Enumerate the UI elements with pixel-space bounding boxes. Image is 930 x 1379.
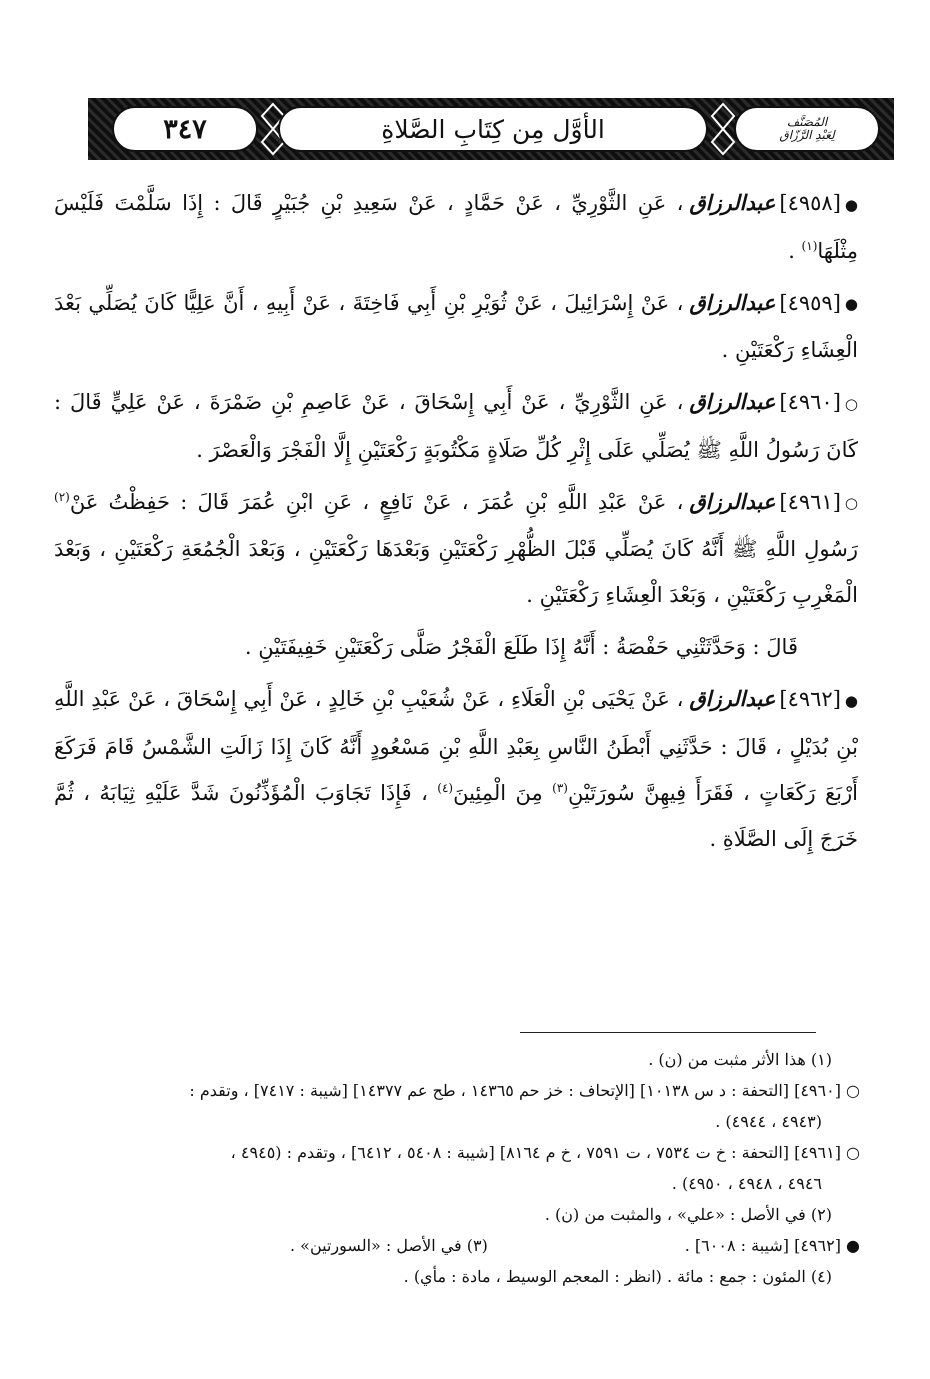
hadith-number: [٤٩٥٩] [779, 290, 841, 315]
hadith-text: ، عَنْ إِسْرَائِيلَ ، عَنْ ثُوَيْرِ بْنِ أَبِي فَاخِتَةَ ، عَنْ أَبِيهِ ، أَنَّ عَلِيًّا كَانَ يُصَلِّي بَعْدَ الْعِشَاءِ رَكْعَتَيْنِ . [54, 290, 858, 362]
hadith-number: [٤٩٦٠] [779, 390, 841, 414]
page-header [88, 98, 894, 160]
narrator-name: عبدالرزاق [689, 389, 776, 414]
footnote-3: (٣) في الأصل : «السورتين» . [290, 1236, 488, 1255]
hadith-text-end: . [788, 238, 802, 263]
footnote-4962: ● [٤٩٦٢] [شيبة : ٦٠٠٨] . [684, 1236, 860, 1255]
knot-ornament-icon [710, 102, 736, 156]
bullet-marker: ● [844, 195, 858, 214]
bullet-marker: ● [844, 295, 858, 313]
page-number: ٣٤٧ [163, 113, 207, 145]
footnote-row [60, 1232, 860, 1260]
footnote-ref: (٤) [437, 780, 454, 795]
hadith-4959 [54, 280, 858, 374]
hadith-text-end: ، فَإِذَا تَجَاوَبَ الْمُؤَذِّنُونَ شَدَّ عَلَيْهِ ثِيَابَهُ ، ثُمَّ خَرَجَ إِلَى الصَّلَاةِ . [54, 780, 858, 851]
footnote-4: (٤) المئون : جمع : مائة . (انظر : المعجم الوسيط ، مادة : مأي) . [403, 1267, 832, 1286]
footnote-1: (١) هذا الأثر مثبت من (ن) . [648, 1050, 832, 1069]
footnote-4960: ○ [٤٩٦٠] [التحفة : د س ١٠١٣٨] [الإتحاف : خز حم ١٤٣٦٥ ، طح عم ١٤٣٧٧] [شيبة : ٧٤١٧] ، وتقدم : [189, 1081, 860, 1100]
hadith-number: [٤٩٦٢] [779, 687, 841, 711]
hadith-text: ، عَنْ يَحْيَى بْنِ الْعَلَاءِ ، عَنْ شُعَيْبِ بْنِ خَالِدٍ ، عَنْ أَبِي إِسْحَاقَ ، عَنْ عَبْدِ اللَّهِ بْنِ بُدَيْلٍ ، قَالَ : حَدَّثَنِي أَبْطَنُ النَّاسِ بِعَبْدِ اللَّهِ بْنِ مَسْعُودٍ أَنَّهُ كَانَ إِذَا زَالَتِ الشَّمْسُ قَامَ فَرَكَعَ أَرْبَعَ رَكَعَاتٍ ، فَقَرَأَ فِيهِنَّ سُورَتَيْنِ [54, 687, 858, 805]
hadith-number: [٤٩٥٨] [779, 191, 841, 215]
book-logo [734, 106, 880, 152]
hadith-number: [٤٩٦١] [779, 489, 841, 514]
hadith-4958 [54, 180, 858, 274]
circle-marker: ○ [844, 494, 858, 512]
logo-line-1: المُصَنَّف [786, 115, 828, 129]
page-title: الأوَّل مِن كِتَابِ الصَّلاةِ [381, 114, 605, 144]
main-text [54, 180, 858, 868]
hadith-text: ، عَنْ عَبْدِ اللَّهِ بْنِ عُمَرَ ، عَنْ نَافِعٍ ، عَنِ ابْنِ عُمَرَ قَالَ : حَفِظْتُ عَنْ [69, 489, 684, 514]
hadith-text-end: رَسُولِ اللَّهِ ﷺ أَنَّهُ كَانَ يُصَلِّي قَبْلَ الظُّهْرِ رَكْعَتَيْنِ وَبَعْدَهَا رَكْعَتَيْنِ ، وَبَعْدَ الْجُمُعَةِ رَكْعَتَيْنِ ، وَبَعْدَ الْمَغْرِبِ رَكْعَتَيْنِ ، وَبَعْدَ الْعِشَاءِ رَكْعَتَيْنِ . [54, 537, 858, 607]
narrator-name: عبدالرزاق [689, 488, 776, 514]
footnote-2: (٢) في الأصل : «علي» ، والمثبت من (ن) . [544, 1205, 832, 1224]
hadith-4962 [54, 676, 858, 862]
footnote-ref: (٣) [552, 780, 568, 795]
hadith-text: مِنَ الْمِئِينَ [453, 780, 553, 805]
narrator-name: عبدالرزاق [689, 289, 776, 315]
page-number-frame [112, 106, 258, 152]
footnotes [60, 1046, 860, 1294]
footnote-separator [520, 1032, 816, 1033]
narrator-name: عبدالرزاق [689, 190, 776, 215]
hadith-4960 [54, 379, 858, 473]
footnote-4961-cont: ٤٩٤٦ ، ٤٩٤٨ ، ٤٩٥٠) . [671, 1174, 822, 1193]
circle-marker: ○ [844, 394, 858, 413]
narrator-name: عبدالرزاق [689, 686, 776, 711]
footnote-ref: (١) [801, 238, 818, 253]
footnote-ref: (٢) [54, 489, 70, 504]
hadith-text: ، عَنِ الثَّوْرِيِّ ، عَنْ حَمَّادٍ ، عَنْ سَعِيدِ بْنِ جُبَيْرٍ قَالَ : إِذَا سَلَّمْتَ فَلَيْسَ مِثْلَهَا [54, 191, 858, 263]
header-title-frame [278, 106, 708, 152]
footnote-4960-cont: (٤٩٤٣ ، ٤٩٤٤) . [715, 1112, 822, 1131]
logo-line-2: لِعَبْدِ الرَّزّاق [779, 128, 835, 142]
footnote-4961: ○ [٤٩٦١] [التحفة : خ ت ٧٥٣٤ ، ت ٧٥٩١ ، خ م ٨١٦٤] [شيبة : ٥٤٠٨ ، ٦٤١٢] ، وتقدم : (٤٩٤٥ ، [230, 1143, 860, 1162]
bullet-marker: ● [844, 691, 858, 710]
hadith-4961 [54, 479, 858, 619]
hadith-text: ، عَنِ الثَّوْرِيِّ ، عَنْ أَبِي إِسْحَاقَ ، عَنْ عَاصِمِ بْنِ ضَمْرَةَ ، عَنْ عَلِيٍّ قَالَ : كَانَ رَسُولُ اللَّهِ ﷺ يُصَلِّي عَلَى إِثْرِ كُلِّ صَلَاةٍ مَكْتُوبَةٍ رَكْعَتَيْنِ إِلَّا الْفَجْرَ وَالْعَصْرَ . [54, 390, 858, 462]
hadith-4961-continuation: قَالَ : وَحَدَّثَتْنِي حَفْصَةُ : أَنَّهُ إِذَا طَلَعَ الْفَجْرُ صَلَّى رَكْعَتَيْنِ خَفِيفَتَيْنِ . [244, 635, 798, 659]
